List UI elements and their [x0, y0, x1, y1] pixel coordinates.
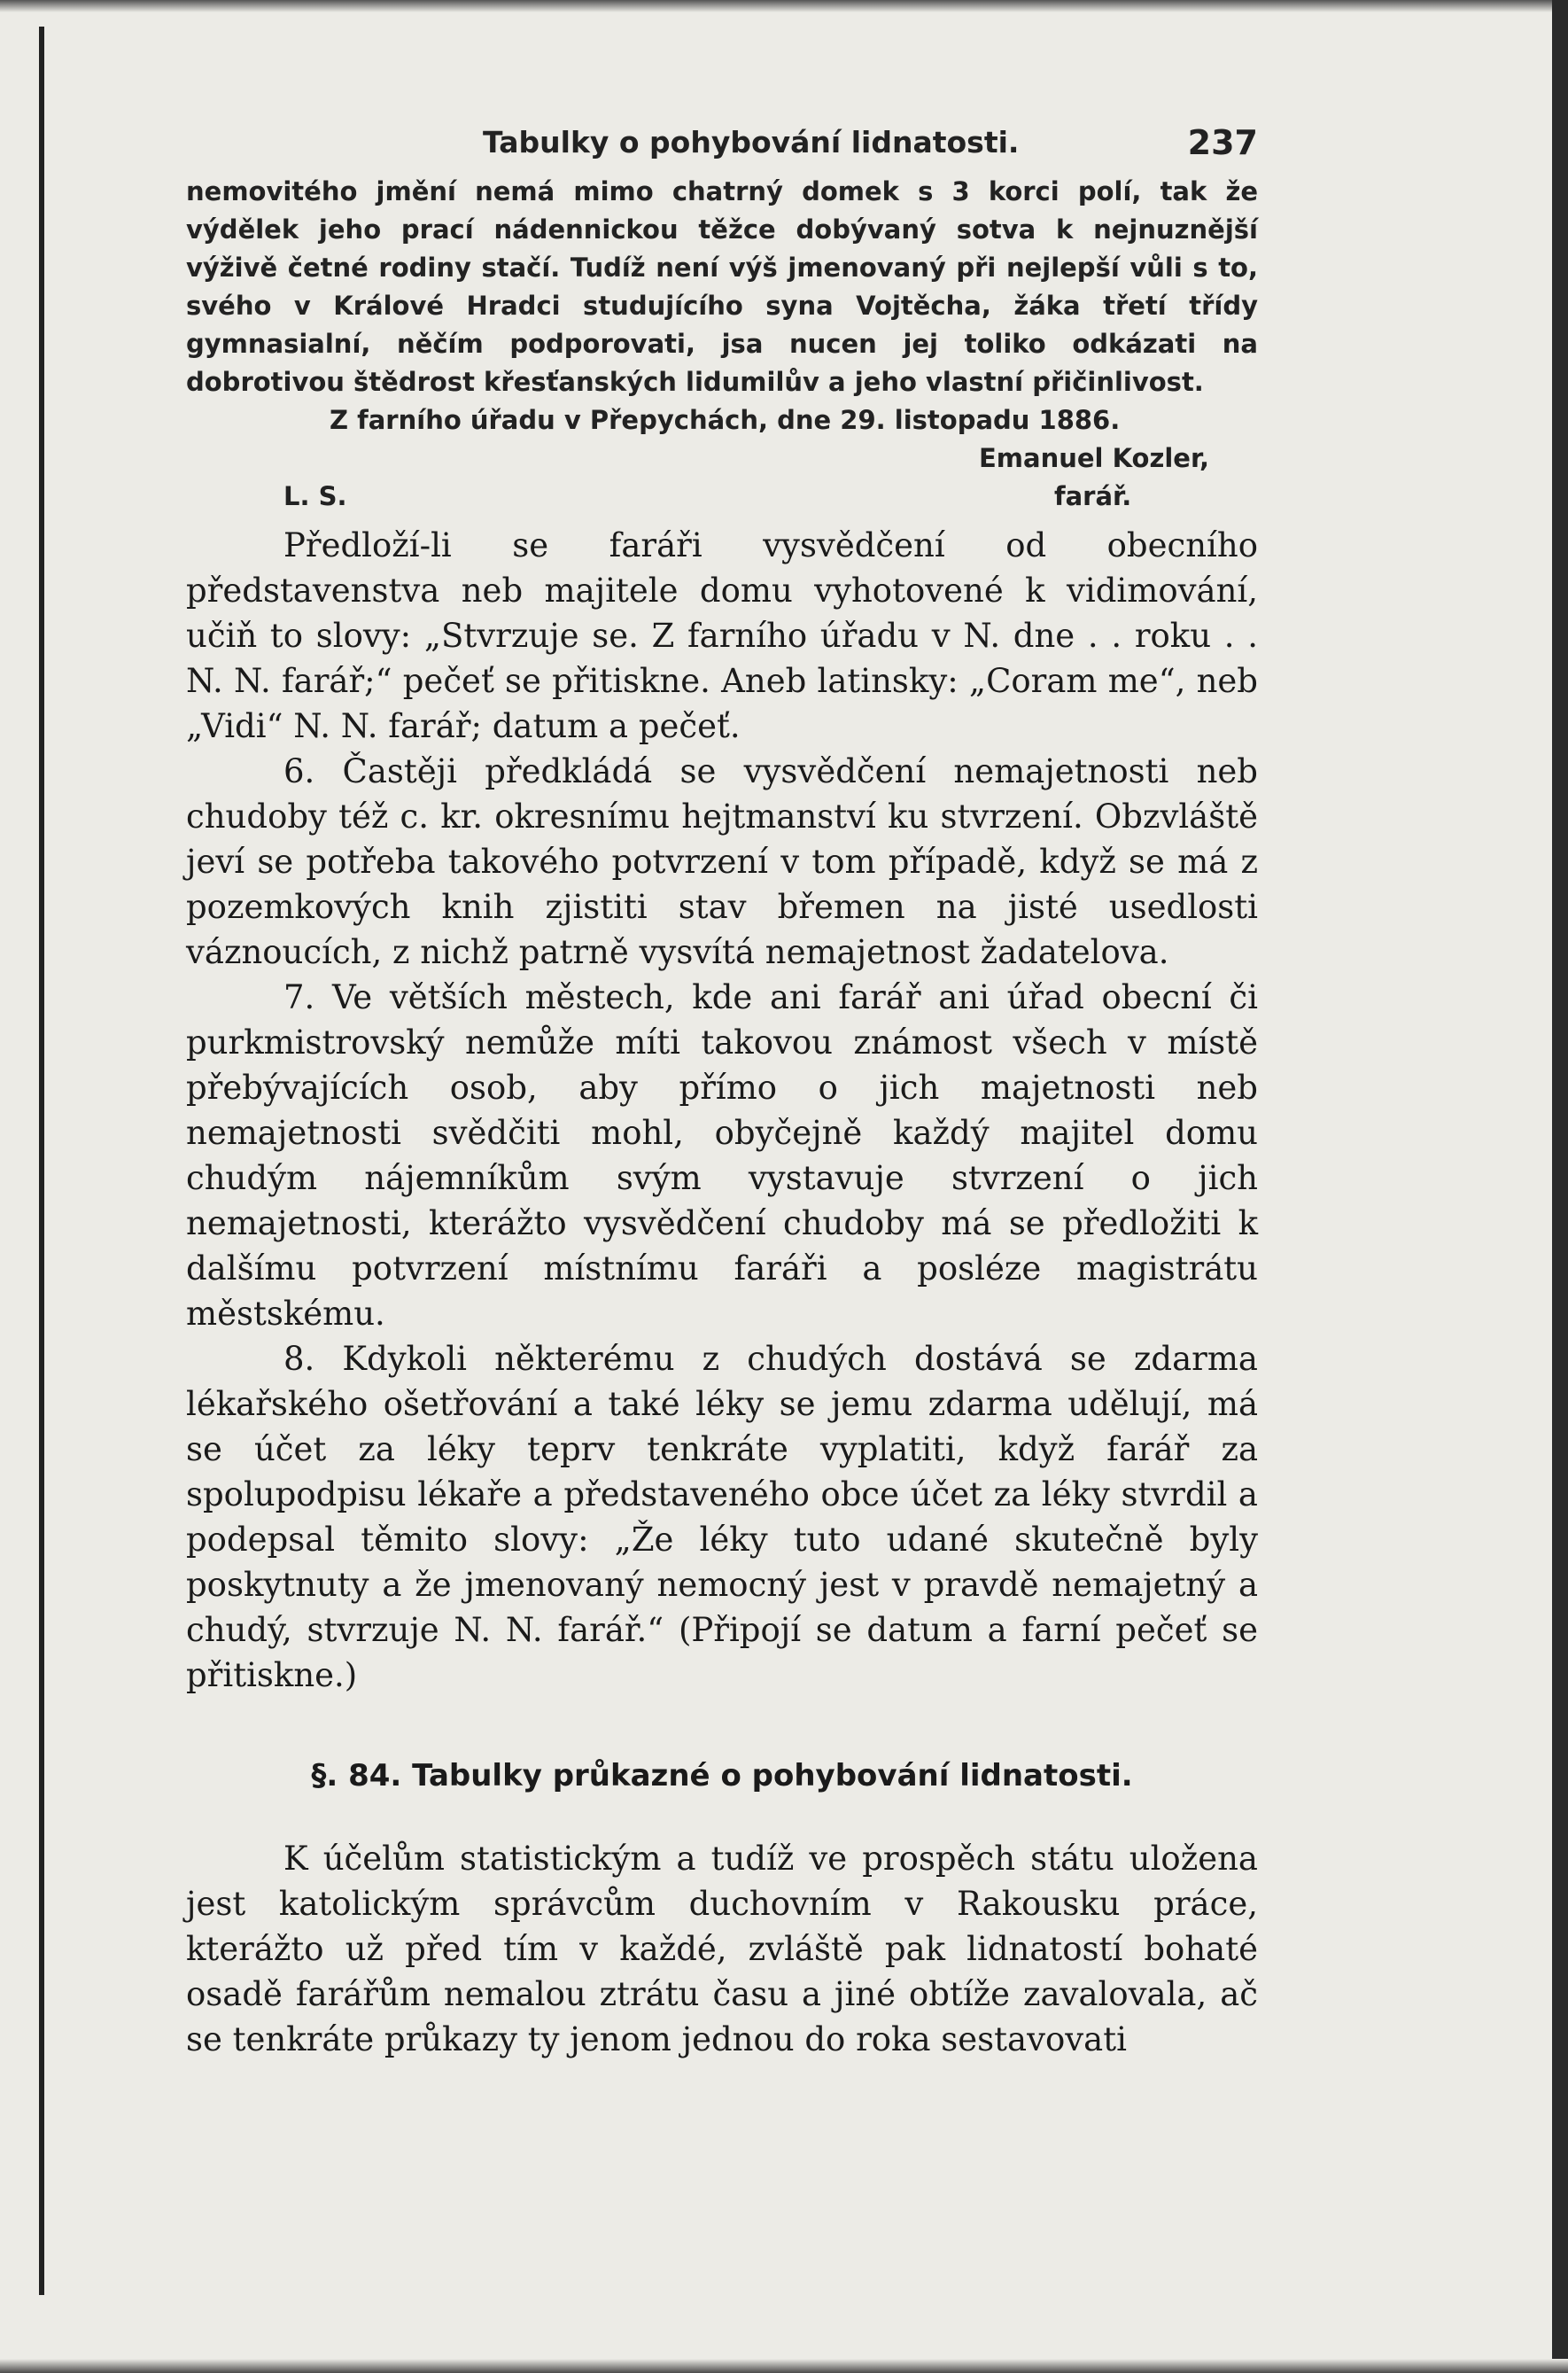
paragraph-vidimus: Předloží-li se faráři vysvědčení od obecního představenstva neb majitele domu vyhotovené k vidimování, učiň to slovy: „Stvrzuje se. Z farního úřadu v N. dne . . roku . . N. N. farář;“ pečeť se přitiskne. Aneb latinsky: „Coram me“, neb „Vidi“ N. N. farář; datum a pečeť.	[186, 526, 1258, 745]
paragraph-6: 6. Častěji předkládá se vysvědčení nemajetnosti neb chudoby též c. kr. okresnímu hejtmanství ku stvrzení. Obzvláště jeví se potřeba takového potvrzení v tom případě, když se má z pozemkových knih zjistiti stav břemen na jisté usedlosti váznoucích, z nichž patrně vysvítá nemajetnost žadatelova.	[186, 752, 1258, 971]
seal-mark: L. S.	[283, 481, 347, 511]
page-number: 237	[1187, 123, 1258, 162]
running-head-title: Tabulky o pohybování lidnatosti.	[483, 125, 1020, 159]
letter-text: nemovitého jmění nemá mimo chatrný domek s 3 korci polí, tak že výdělek jeho prací nádennickou těžce dobývaný sotva k nejnuznější výživě četné rodiny stačí. Tudíž není výš jmenovaný při nejlepší vůli s to, svého v Králové Hradci studujícího syna Vojtěcha, žáka třetí třídy gymnasialní, něčím podporovati, jsa nucen jej toliko odkázati na dobrotivou štědrost křesťanských lidumilův a jeho vlastní přičinlivost.	[186, 176, 1258, 397]
letter-date-line: Z farního úřadu v Přepychách, dne 29. listopadu 1886.	[330, 405, 1121, 435]
paragraph-7: 7. Ve větších městech, kde ani farář ani úřad obecní či purkmistrovský nemůže míti takovou známost všech v místě přebývajících osob, aby přímo o jich majetnosti neb nemajetnosti svědčiti mohl, obyčejně každý majitel domu chudým nájemníkům svým vystavuje stvrzení o jich nemajetnosti, kterážto vysvědčení chudoby má se předložiti k dalšímu potvrzení místnímu faráři a posléze magistrátu městskému.	[186, 978, 1258, 1333]
scan-edge-top	[0, 0, 1568, 12]
signature-line	[186, 440, 1258, 478]
paragraph-8: 8. Kdykoli některému z chudých dostává se zdarma lékařského ošetřování a také léky se jemu zdarma udělují, má se účet za léky teprv tenkráte vyplatiti, když farář za spolupodpisu lékaře a představeného obce účet za léky stvrdil a podepsal těmito slovy: „Že léky tuto udané skutečně byly poskytnuty a že jmenovaný nemocný jest v pravdě nemajetný a chudý, stvrzuje N. N. farář.“ (Připojí se datum a farní pečeť se přitiskne.)	[186, 1340, 1258, 1694]
seal-line	[186, 478, 1258, 516]
scan-edge-right	[1552, 0, 1568, 2373]
page	[186, 120, 1258, 2062]
signature-title: farář.	[1054, 481, 1132, 511]
scan-edge-bottom	[0, 2359, 1568, 2373]
running-head	[186, 120, 1258, 173]
section-intro: K účelům statistickým a tudíž ve prospěch státu uložena jest katolickým správcům duchovním v Rakousku práce, kterážto už před tím v každé, zvláště pak lidnatostí bohaté osadě farářům nemalou ztrátu času a jiné obtíže zavalovala, ač se tenkráte průkazy ty jenom jednou do roka sestavovati	[186, 1840, 1258, 2058]
section-heading: §. 84. Tabulky průkazné o pohybování lidnatosti.	[311, 1758, 1133, 1793]
scan-edge-left	[39, 27, 44, 2295]
signature-name: Emanuel Kozler,	[979, 443, 1210, 473]
